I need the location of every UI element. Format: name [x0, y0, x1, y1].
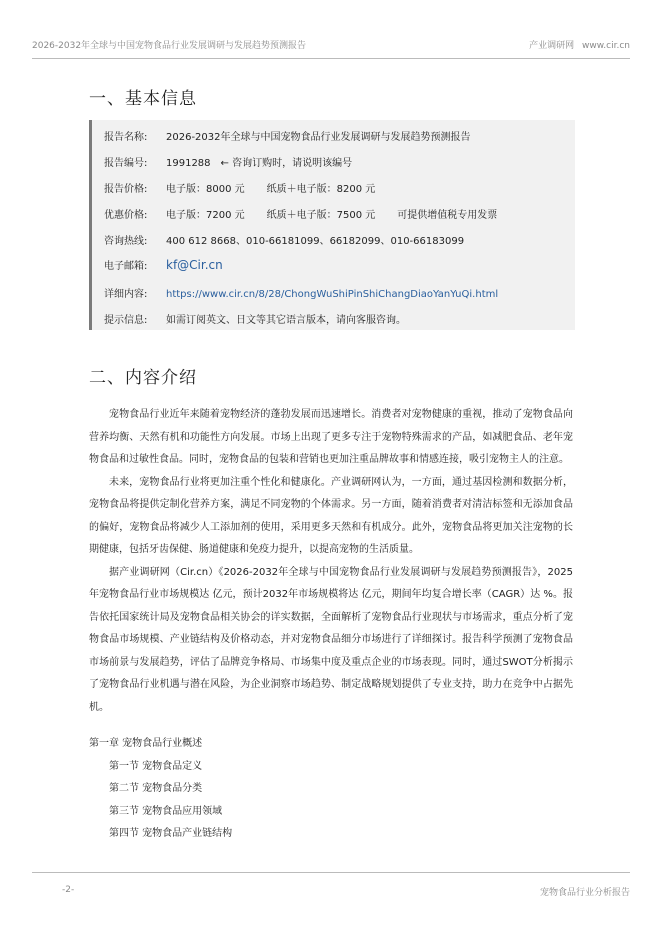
toc-section: 第二节 宠物食品分类: [109, 783, 203, 794]
detail-url-link[interactable]: https://www.cir.cn/8/28/ChongWuShiPinShiChangDiaoYanYuQi.html: [166, 289, 499, 300]
report-code-note: ← 咨询订购时，请说明该编号: [220, 158, 353, 169]
header-site-url[interactable]: www.cir.cn: [582, 41, 630, 51]
info-label: 详细内容:: [104, 289, 148, 300]
info-row-email: [104, 257, 223, 272]
header-site: [529, 38, 630, 51]
info-row-discount: [104, 206, 497, 221]
info-box: [89, 120, 575, 330]
section-title-content-intro: 二、内容介绍: [89, 368, 197, 388]
intro-paragraph: 未来，宠物食品行业将更加注重个性化和健康化。产业调研网认为，一方面，通过基因检测和数据分析，宠物食品将提供定制化营养方案，满足不同宠物的个体需求。另一方面，随着消费者对清洁标签和无添加食品的偏好，宠物食品将减少人工添加剂的使用，采用更多天然和有机成分。此外，宠物食品将更加关注宠物的长期健康，包括牙齿保健、肠道健康和免疫力提升，以提高宠物的生活质量。: [89, 476, 573, 555]
page-footer: [32, 872, 630, 903]
header-site-name: 产业调研网: [529, 41, 575, 51]
intro-paragraph: 宠物食品行业近年来随着宠物经济的蓬勃发展而迅速增长。消费者对宠物健康的重视，推动了宠物食品向营养均衡、天然有机和功能性方向发展。市场上出现了更多专注于宠物特殊需求的产品，如减肥食品、老年宠物食品和过敏性食品。同时，宠物食品的包装和营销也更加注重品牌故事和情感连接，吸引宠物主人的注意。: [89, 409, 573, 465]
section-title-basic-info: 一、基本信息: [89, 89, 197, 109]
toc-section: 第四节 宠物食品产业链结构: [109, 828, 233, 839]
info-label: 咨询热线:: [104, 236, 148, 247]
discount-electronic: 电子版：7200 元: [166, 210, 245, 221]
invoice-note: 可提供增值税专用发票: [397, 210, 498, 221]
info-row-report-code: [104, 154, 352, 169]
info-row-hotline: [104, 232, 464, 247]
info-row-price: [104, 180, 375, 195]
toc-chapter: 第一章 宠物食品行业概述: [89, 738, 203, 749]
info-row-tip: [104, 311, 406, 326]
info-label: 报告价格:: [104, 184, 148, 195]
page-number: -2-: [62, 885, 75, 895]
report-name-value: 2026-2032年全球与中国宠物食品行业发展调研与发展趋势预测报告: [166, 132, 471, 143]
info-label: 优惠价格:: [104, 210, 148, 221]
discount-paper: 纸质＋电子版：7500 元: [266, 210, 376, 221]
tip-value: 如需订阅英文、日文等其它语言版本，请向客服咨询。: [166, 315, 406, 326]
hotline-value: 400 612 8668、010-66181099、66182099、010-66183099: [166, 236, 465, 247]
header-doc-title: 2026-2032年全球与中国宠物食品行业发展调研与发展趋势预测报告: [32, 41, 307, 51]
price-paper: 纸质＋电子版：8200 元: [266, 184, 376, 195]
toc-section: 第三节 宠物食品应用领域: [109, 805, 223, 817]
intro-paragraph: 据产业调研网（Cir.cn）《2026-2032年全球与中国宠物食品行业发展调研与发展趋势预测报告》，2025年宠物食品行业市场规模达 亿元，预计2032年市场规模将达 亿元，期间年均复合增长率（CAGR）达 %。报告依托国家统计局及宠物食品相关协会的详实数据，全面解析了宠物食品行业现状与市场需求，重点分析了宠物食品市场规模、产业链结构及价格动态，并对宠物食品细分市场进行了详细探讨。报告科学预测了宠物食品市场前景与发展趋势，评估了品牌竞争格局、市场集中度及重点企业的市场表现。同时，通过SWOT分析揭示了宠物食品行业机遇与潜在风险，为企业洞察市场趋势、制定战略规划提供了专业支持，助力在竞争中占据先机。: [89, 566, 573, 713]
info-row-report-name: [104, 128, 471, 143]
price-electronic: 电子版：8000 元: [166, 184, 245, 195]
toc-section: 第一节 宠物食品定义: [109, 760, 203, 772]
intro-body: [89, 404, 573, 719]
report-code-value: 1991288: [166, 158, 211, 169]
info-label: 报告编号:: [104, 158, 148, 169]
info-row-detail-url: [104, 285, 498, 300]
info-label: 提示信息:: [104, 315, 148, 326]
email-link[interactable]: kf@Cir.cn: [166, 258, 223, 272]
info-label: 报告名称:: [104, 132, 148, 143]
footer-report-label: 宠物食品行业分析报告: [539, 888, 630, 898]
info-label: 电子邮箱:: [104, 261, 148, 272]
page-header: [32, 0, 630, 59]
table-of-contents: [89, 733, 232, 846]
